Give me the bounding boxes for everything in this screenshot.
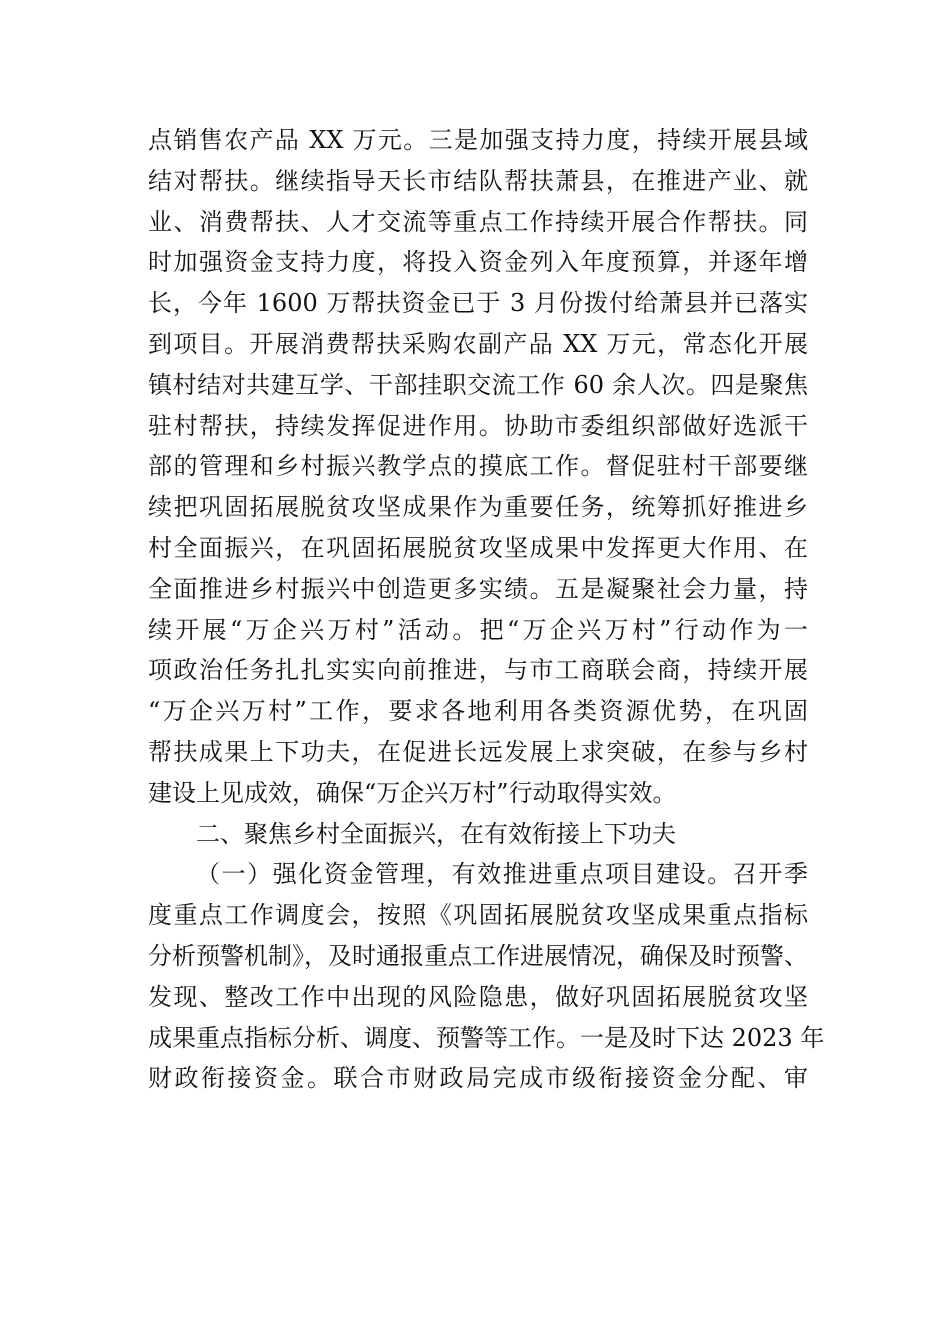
text-line: 帮扶成果上下功夫，在促进长远发展上求突破，在参与乡村 xyxy=(148,737,808,766)
text-line: 点销售农产品 XX 万元。三是加强支持力度，持续开展县域 xyxy=(148,126,808,154)
text-line: 结对帮扶。继续指导天长市结队帮扶萧县，在推进产业、就 xyxy=(148,166,808,195)
paragraph-1 xyxy=(148,120,808,814)
text-line: 长，今年 1600 万帮扶资金已于 3 月份拨付给萧县并已落实 xyxy=(148,289,808,318)
text-line: 业、消费帮扶、人才交流等重点工作持续开展合作帮扶。同 xyxy=(148,207,808,236)
text-line: “万企兴万村”工作，要求各地利用各类资源优势，在巩固 xyxy=(148,697,808,726)
text-line: 时加强资金支持力度，将投入资金列入年度预算，并逐年增 xyxy=(148,248,808,277)
text-line: 续开展“万企兴万村”活动。把“万企兴万村”行动作为一 xyxy=(148,615,808,644)
text-line: 建设上见成效，确保“万企兴万村”行动取得实效。 xyxy=(148,778,677,807)
document-body xyxy=(148,120,825,1099)
text-line: 全面推进乡村振兴中创造更多实绩。五是凝聚社会力量，持 xyxy=(148,574,808,603)
text-line: 部的管理和乡村振兴教学点的摸底工作。督促驻村干部要继 xyxy=(148,452,808,481)
text-line: 村全面振兴，在巩固拓展脱贫攻坚成果中发挥更大作用、在 xyxy=(148,533,808,562)
text-line: 到项目。开展消费帮扶采购农副产品 XX 万元，常态化开展 xyxy=(148,329,808,358)
text-line: 续把巩固拓展脱贫攻坚成果作为重要任务，统筹抓好推进乡 xyxy=(148,493,808,522)
text-line: （一）强化资金管理，有效推进重点项目建设。召开季 xyxy=(196,860,808,889)
text-line: 分析预警机制》，及时通报重点工作进展情况，确保及时预警、 xyxy=(148,941,808,970)
section-heading: 二、聚焦乡村全面振兴，在有效衔接上下功夫 xyxy=(196,819,676,848)
text-line: 驻村帮扶，持续发挥促进作用。协助市委组织部做好选派干 xyxy=(148,411,808,440)
text-line: 镇村结对共建互学、干部挂职交流工作 60 余人次。四是聚焦 xyxy=(148,370,808,399)
text-line: 项政治任务扎扎实实向前推进，与市工商联会商，持续开展 xyxy=(148,656,808,685)
text-line: 度重点工作调度会，按照《巩固拓展脱贫攻坚成果重点指标 xyxy=(148,901,808,930)
paragraph-2 xyxy=(148,854,825,1099)
text-line: 财政衔接资金。联合市财政局完成市级衔接资金分配、审 xyxy=(148,1064,808,1093)
text-line: 成果重点指标分析、调度、预警等工作。一是及时下达 2023 年 xyxy=(148,1023,825,1052)
text-line: 发现、整改工作中出现的风险隐患，做好巩固拓展脱贫攻坚 xyxy=(148,982,808,1011)
